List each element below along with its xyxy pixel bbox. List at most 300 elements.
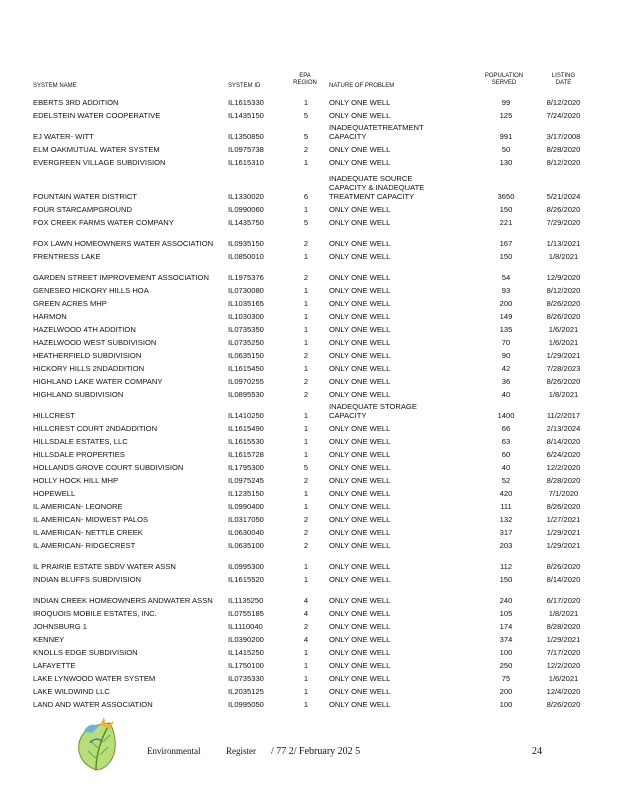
listing-date-cell: 3/17/2008: [546, 132, 581, 141]
system-name-cell: FOUR STARCAMPGROUND: [33, 205, 133, 214]
system-id-cell: IL0317050: [228, 515, 264, 524]
population-served-cell: 317: [499, 528, 513, 537]
population-served-cell: 40: [501, 390, 511, 399]
nature-of-problem-cell: ONLY ONE WELL: [329, 489, 391, 498]
system-id-cell: IL1435150: [228, 111, 264, 120]
epa-region-cell: 1: [303, 252, 309, 261]
system-id-cell: IL0735250: [228, 338, 264, 347]
system-id-cell: IL1350850: [228, 132, 264, 141]
nature-of-problem-cell: ONLY ONE WELL: [329, 145, 391, 154]
population-served-cell: 240: [499, 596, 513, 605]
footer-publication: Environmental: [147, 746, 201, 756]
table-row: [0, 618, 618, 631]
system-name-cell: KNOLLS EDGE SUBDIVISION: [33, 648, 138, 657]
system-id-cell: IL0975738: [228, 145, 264, 154]
listing-date-cell: 1/29/2021: [546, 528, 581, 537]
system-id-cell: IL0935150: [228, 239, 264, 248]
table-row: [0, 511, 618, 524]
nature-of-problem-cell: ONLY ONE WELL: [329, 338, 391, 347]
epa-region-cell: 2: [303, 351, 309, 360]
population-served-cell: 130: [499, 158, 513, 167]
system-name-cell: HAZELWOOD WEST SUBDIVISION: [33, 338, 157, 347]
nature-of-problem-cell: ONLY ONE WELL: [329, 424, 391, 433]
population-served-cell: 40: [501, 463, 511, 472]
epa-region-cell: 1: [303, 450, 309, 459]
table-row: [0, 399, 618, 420]
table-row: [0, 446, 618, 459]
table-row: [0, 657, 618, 670]
system-id-cell: IL1415250: [228, 648, 264, 657]
nature-of-problem-cell: ONLY ONE WELL: [329, 622, 391, 631]
epa-region-cell: 2: [303, 273, 309, 282]
system-id-cell: IL0850010: [228, 252, 264, 261]
nature-of-problem-cell: INADEQUATE SOURCE CAPACITY & INADEQUATE TREATMENT CAPACITY: [329, 174, 425, 201]
system-id-cell: IL1135250: [228, 596, 264, 605]
table-row: [0, 167, 618, 201]
population-served-cell: 50: [501, 145, 511, 154]
population-served-cell: 991: [499, 132, 513, 141]
system-name-cell: FOUNTAIN WATER DISTRICT: [33, 192, 138, 201]
table-row: [0, 141, 618, 154]
population-served-cell: 100: [499, 648, 513, 657]
table-row: [0, 308, 618, 321]
population-served-cell: 167: [499, 239, 513, 248]
system-id-cell: IL1750100: [228, 661, 264, 670]
epa-region-cell: 1: [303, 648, 309, 657]
system-name-cell: LAFAYETTE: [33, 661, 76, 670]
system-name-cell: IROQUOIS MOBILE ESTATES, INC.: [33, 609, 157, 618]
table-row: [0, 334, 618, 347]
population-served-cell: 174: [499, 622, 513, 631]
system-id-cell: IL0895530: [228, 390, 264, 399]
system-name-cell: IL PRAIRIE ESTATE SBDV WATER ASSN: [33, 562, 176, 571]
epa-region-cell: 1: [303, 205, 309, 214]
system-id-cell: IL1795300: [228, 463, 264, 472]
system-name-cell: FOX CREEK FARMS WATER COMPANY: [33, 218, 174, 227]
listing-date-cell: 8/28/2020: [546, 622, 581, 631]
nature-of-problem-cell: ONLY ONE WELL: [329, 700, 391, 709]
nature-of-problem-cell: ONLY ONE WELL: [329, 252, 391, 261]
system-name-cell: GARDEN STREET IMPROVEMENT ASSOCIATION: [33, 273, 209, 282]
nature-of-problem-cell: ONLY ONE WELL: [329, 286, 391, 295]
nature-of-problem-cell: ONLY ONE WELL: [329, 635, 391, 644]
table-row: [0, 360, 618, 373]
system-id-cell: IL1975376: [228, 273, 264, 282]
listing-date-cell: 7/1/2020: [548, 489, 579, 498]
nature-of-problem-cell: ONLY ONE WELL: [329, 528, 391, 537]
table-row: [0, 571, 618, 584]
population-served-cell: 221: [499, 218, 513, 227]
system-name-cell: HIGHLAND LAKE WATER COMPANY: [33, 377, 163, 386]
population-served-cell: 1400: [497, 411, 515, 420]
epa-region-cell: 1: [303, 299, 309, 308]
header-system-name: SYSTEM NAME: [33, 83, 77, 89]
footer-page-number: 24: [532, 746, 542, 757]
footer-volume-date: / 77 2/ February 202 5: [271, 746, 361, 757]
system-id-cell: IL0390200: [228, 635, 264, 644]
environmental-register-logo: [70, 715, 126, 773]
listing-date-cell: 1/6/2021: [548, 338, 579, 347]
system-name-cell: HOPEWELL: [33, 489, 76, 498]
system-name-cell: EVERGREEN VILLAGE SUBDIVISION: [33, 158, 166, 167]
system-id-cell: IL1615310: [228, 158, 264, 167]
listing-date-cell: 8/14/2020: [546, 437, 581, 446]
table-row: [0, 282, 618, 295]
table-row: [0, 485, 618, 498]
epa-region-cell: 1: [303, 312, 309, 321]
system-name-cell: HILLSDALE ESTATES, LLC: [33, 437, 128, 446]
nature-of-problem-cell: ONLY ONE WELL: [329, 596, 391, 605]
population-served-cell: 203: [499, 541, 513, 550]
listing-date-cell: 8/26/2020: [546, 377, 581, 386]
nature-of-problem-cell: ONLY ONE WELL: [329, 476, 391, 485]
epa-region-cell: 1: [303, 424, 309, 433]
epa-region-cell: 6: [303, 192, 309, 201]
population-served-cell: 3650: [497, 192, 515, 201]
nature-of-problem-cell: ONLY ONE WELL: [329, 158, 391, 167]
nature-of-problem-cell: ONLY ONE WELL: [329, 502, 391, 511]
population-served-cell: 105: [499, 609, 513, 618]
table-row: [0, 261, 618, 282]
system-id-cell: IL0970255: [228, 377, 264, 386]
population-served-cell: 420: [499, 489, 513, 498]
listing-date-cell: 8/26/2020: [546, 502, 581, 511]
system-id-cell: IL0975245: [228, 476, 264, 485]
population-served-cell: 150: [499, 252, 513, 261]
table-row: [0, 107, 618, 120]
header-epa-region: EPA REGION: [293, 73, 317, 86]
population-served-cell: 125: [499, 111, 513, 120]
epa-region-cell: 1: [303, 411, 309, 420]
nature-of-problem-cell: ONLY ONE WELL: [329, 687, 391, 696]
epa-region-cell: 4: [303, 596, 309, 605]
listing-date-cell: 1/6/2021: [548, 325, 579, 334]
nature-of-problem-cell: ONLY ONE WELL: [329, 98, 391, 107]
system-name-cell: LAND AND WATER ASSOCIATION: [33, 700, 153, 709]
system-name-cell: HEATHERFIELD SUBDIVISION: [33, 351, 142, 360]
table-row: [0, 94, 618, 107]
population-served-cell: 70: [501, 338, 511, 347]
listing-date-cell: 12/2/2020: [546, 463, 581, 472]
table-row: [0, 433, 618, 446]
epa-region-cell: 5: [303, 111, 309, 120]
header-nature-of-problem: NATURE OF PROBLEM: [329, 83, 395, 89]
system-id-cell: IL1615330: [228, 98, 264, 107]
listing-date-cell: 1/29/2021: [546, 541, 581, 550]
population-served-cell: 63: [501, 437, 511, 446]
epa-region-cell: 4: [303, 635, 309, 644]
system-name-cell: KENNEY: [33, 635, 65, 644]
system-id-cell: IL0630040: [228, 528, 264, 537]
nature-of-problem-cell: ONLY ONE WELL: [329, 648, 391, 657]
system-id-cell: IL1615530: [228, 437, 264, 446]
nature-of-problem-cell: ONLY ONE WELL: [329, 562, 391, 571]
listing-date-cell: 8/12/2020: [546, 286, 581, 295]
table-row: [0, 670, 618, 683]
epa-region-cell: 5: [303, 218, 309, 227]
listing-date-cell: 6/17/2020: [546, 596, 581, 605]
nature-of-problem-cell: ONLY ONE WELL: [329, 541, 391, 550]
system-name-cell: INDIAN CREEK HOMEOWNERS ANDWATER ASSN: [33, 596, 213, 605]
nature-of-problem-cell: ONLY ONE WELL: [329, 312, 391, 321]
table-row: [0, 537, 618, 550]
system-name-cell: IL AMERICAN- LEONORE: [33, 502, 123, 511]
table-row: [0, 631, 618, 644]
system-name-cell: FOX LAWN HOMEOWNERS WATER ASSOCIATION: [33, 239, 214, 248]
table-row: [0, 120, 618, 141]
population-served-cell: 60: [501, 450, 511, 459]
epa-region-cell: 2: [303, 515, 309, 524]
system-id-cell: IL0755185: [228, 609, 264, 618]
epa-region-cell: 1: [303, 364, 309, 373]
nature-of-problem-cell: INADEQUATE STORAGE CAPACITY: [329, 402, 417, 420]
listing-date-cell: 1/13/2021: [546, 239, 581, 248]
epa-region-cell: 1: [303, 325, 309, 334]
listing-date-cell: 1/6/2021: [548, 674, 579, 683]
system-id-cell: IL1410250: [228, 411, 264, 420]
population-served-cell: 200: [499, 299, 513, 308]
listing-date-cell: 8/14/2020: [546, 575, 581, 584]
population-served-cell: 36: [501, 377, 511, 386]
nature-of-problem-cell: ONLY ONE WELL: [329, 437, 391, 446]
population-served-cell: 90: [501, 351, 511, 360]
epa-region-cell: 2: [303, 622, 309, 631]
epa-region-cell: 2: [303, 377, 309, 386]
water-system-table: [0, 94, 618, 709]
epa-region-cell: 2: [303, 528, 309, 537]
system-name-cell: HARMON: [33, 312, 67, 321]
system-id-cell: IL1615490: [228, 424, 264, 433]
listing-date-cell: 8/26/2020: [546, 299, 581, 308]
epa-region-cell: 1: [303, 98, 309, 107]
system-id-cell: IL1030300: [228, 312, 264, 321]
nature-of-problem-cell: ONLY ONE WELL: [329, 364, 391, 373]
listing-date-cell: 7/24/2020: [546, 111, 581, 120]
epa-region-cell: 1: [303, 661, 309, 670]
epa-region-cell: 5: [303, 463, 309, 472]
system-id-cell: IL1435750: [228, 218, 264, 227]
table-row: [0, 498, 618, 511]
epa-region-cell: 2: [303, 145, 309, 154]
epa-region-cell: 1: [303, 158, 309, 167]
system-name-cell: HILLCREST COURT 2NDADDITION: [33, 424, 158, 433]
listing-date-cell: 11/2/2017: [546, 411, 581, 420]
system-id-cell: IL2035125: [228, 687, 264, 696]
nature-of-problem-cell: ONLY ONE WELL: [329, 273, 391, 282]
table-row: [0, 683, 618, 696]
epa-region-cell: 1: [303, 575, 309, 584]
nature-of-problem-cell: ONLY ONE WELL: [329, 575, 391, 584]
epa-region-cell: 1: [303, 687, 309, 696]
listing-date-cell: 8/28/2020: [546, 476, 581, 485]
listing-date-cell: 1/8/2021: [548, 390, 579, 399]
table-row: [0, 227, 618, 248]
system-id-cell: IL0635150: [228, 351, 264, 360]
table-row: [0, 386, 618, 399]
epa-region-cell: 2: [303, 476, 309, 485]
epa-region-cell: 1: [303, 674, 309, 683]
listing-date-cell: 8/26/2020: [546, 312, 581, 321]
system-id-cell: IL1035165: [228, 299, 264, 308]
population-served-cell: 135: [499, 325, 513, 334]
nature-of-problem-cell: ONLY ONE WELL: [329, 218, 391, 227]
nature-of-problem-cell: INADEQUATETREATMENT CAPACITY: [329, 123, 424, 141]
system-id-cell: IL1615520: [228, 575, 264, 584]
system-id-cell: IL0735350: [228, 325, 264, 334]
listing-date-cell: 8/28/2020: [546, 145, 581, 154]
nature-of-problem-cell: ONLY ONE WELL: [329, 463, 391, 472]
listing-date-cell: 8/26/2020: [546, 205, 581, 214]
population-served-cell: 100: [499, 700, 513, 709]
epa-region-cell: 2: [303, 541, 309, 550]
epa-region-cell: 4: [303, 609, 309, 618]
table-row: [0, 420, 618, 433]
listing-date-cell: 7/29/2020: [546, 218, 581, 227]
epa-region-cell: 2: [303, 390, 309, 399]
listing-date-cell: 12/4/2020: [546, 687, 581, 696]
system-name-cell: ELM OAKMUTUAL WATER SYSTEM: [33, 145, 160, 154]
nature-of-problem-cell: ONLY ONE WELL: [329, 299, 391, 308]
nature-of-problem-cell: ONLY ONE WELL: [329, 674, 391, 683]
system-id-cell: IL0990060: [228, 205, 264, 214]
population-served-cell: 200: [499, 687, 513, 696]
population-served-cell: 54: [501, 273, 511, 282]
system-id-cell: IL0635100: [228, 541, 264, 550]
listing-date-cell: 12/9/2020: [546, 273, 581, 282]
population-served-cell: 75: [501, 674, 511, 683]
system-name-cell: IL AMERICAN- NETTLE CREEK: [33, 528, 143, 537]
system-name-cell: IL AMERICAN- RIDGECREST: [33, 541, 136, 550]
epa-region-cell: 2: [303, 239, 309, 248]
listing-date-cell: 2/13/2024: [546, 424, 581, 433]
population-served-cell: 150: [499, 205, 513, 214]
system-id-cell: IL1110040: [228, 622, 263, 631]
population-served-cell: 149: [499, 312, 513, 321]
table-row: [0, 214, 618, 227]
table-row: [0, 321, 618, 334]
listing-date-cell: 8/12/2020: [546, 158, 581, 167]
table-row: [0, 605, 618, 618]
nature-of-problem-cell: ONLY ONE WELL: [329, 515, 391, 524]
system-name-cell: HOLLANDS GROVE COURT SUBDIVISION: [33, 463, 184, 472]
table-row: [0, 584, 618, 605]
epa-region-cell: 5: [303, 132, 309, 141]
header-system-id: SYSTEM ID: [228, 83, 261, 89]
population-served-cell: 99: [501, 98, 511, 107]
system-id-cell: IL0995300: [228, 562, 264, 571]
epa-region-cell: 1: [303, 502, 309, 511]
system-name-cell: HIGHLAND SUBDIVISION: [33, 390, 124, 399]
header-listing-date: LISTING DATE: [551, 73, 576, 86]
population-served-cell: 93: [501, 286, 511, 295]
system-name-cell: EDELSTEIN WATER COOPERATIVE: [33, 111, 161, 120]
listing-date-cell: 7/17/2020: [546, 648, 581, 657]
system-name-cell: HILLCREST: [33, 411, 75, 420]
footer-register: Register: [226, 746, 256, 756]
table-row: [0, 459, 618, 472]
nature-of-problem-cell: ONLY ONE WELL: [329, 351, 391, 360]
table-row: [0, 696, 618, 709]
epa-region-cell: 1: [303, 338, 309, 347]
epa-region-cell: 1: [303, 286, 309, 295]
population-served-cell: 374: [499, 635, 513, 644]
population-served-cell: 111: [500, 502, 512, 511]
table-row: [0, 295, 618, 308]
population-served-cell: 66: [501, 424, 511, 433]
system-name-cell: EBERTS 3RD ADDITION: [33, 98, 119, 107]
listing-date-cell: 12/2/2020: [546, 661, 581, 670]
system-id-cell: IL1330020: [228, 192, 264, 201]
nature-of-problem-cell: ONLY ONE WELL: [329, 239, 391, 248]
listing-date-cell: 6/24/2020: [546, 450, 581, 459]
system-name-cell: HAZELWOOD 4TH ADDITION: [33, 325, 136, 334]
table-row: [0, 248, 618, 261]
system-id-cell: IL0990400: [228, 502, 264, 511]
system-name-cell: HICKORY HILLS 2NDADDITION: [33, 364, 145, 373]
nature-of-problem-cell: ONLY ONE WELL: [329, 377, 391, 386]
listing-date-cell: 1/27/2021: [546, 515, 581, 524]
system-name-cell: LAKE LYNWOOD WATER SYSTEM: [33, 674, 156, 683]
table-row: [0, 644, 618, 657]
population-served-cell: 112: [499, 562, 513, 571]
listing-date-cell: 8/26/2020: [546, 562, 581, 571]
system-id-cell: IL0995050: [228, 700, 264, 709]
listing-date-cell: 1/8/2021: [548, 252, 579, 261]
listing-date-cell: 1/29/2021: [546, 351, 581, 360]
system-name-cell: LAKE WILDWIND LLC: [33, 687, 110, 696]
nature-of-problem-cell: ONLY ONE WELL: [329, 609, 391, 618]
system-name-cell: GENESEO HICKORY HILLS HOA: [33, 286, 149, 295]
table-row: [0, 201, 618, 214]
system-id-cell: IL1615728: [228, 450, 264, 459]
nature-of-problem-cell: ONLY ONE WELL: [329, 390, 391, 399]
epa-region-cell: 1: [303, 562, 309, 571]
nature-of-problem-cell: ONLY ONE WELL: [329, 450, 391, 459]
table-row: [0, 373, 618, 386]
system-name-cell: JOHNSBURG 1: [33, 622, 88, 631]
epa-region-cell: 1: [303, 437, 309, 446]
header-population-served: POPULATION SERVED: [484, 73, 524, 86]
listing-date-cell: 1/29/2021: [546, 635, 581, 644]
system-id-cell: IL1235150: [228, 489, 264, 498]
table-row: [0, 550, 618, 571]
table-row: [0, 154, 618, 167]
table-row: [0, 472, 618, 485]
epa-region-cell: 1: [303, 489, 309, 498]
system-name-cell: IL AMERICAN- MIDWEST PALOS: [33, 515, 149, 524]
nature-of-problem-cell: ONLY ONE WELL: [329, 205, 391, 214]
nature-of-problem-cell: ONLY ONE WELL: [329, 111, 391, 120]
system-id-cell: IL1615450: [228, 364, 264, 373]
system-id-cell: IL0735330: [228, 674, 264, 683]
listing-date-cell: 1/8/2021: [548, 609, 579, 618]
system-name-cell: INDIAN BLUFFS SUBDIVISION: [33, 575, 142, 584]
listing-date-cell: 8/26/2020: [546, 700, 581, 709]
listing-date-cell: 5/21/2024: [546, 192, 581, 201]
population-served-cell: 150: [499, 575, 513, 584]
population-served-cell: 42: [501, 364, 511, 373]
system-name-cell: GREEN ACRES MHP: [33, 299, 107, 308]
system-name-cell: FRENTRESS LAKE: [33, 252, 101, 261]
nature-of-problem-cell: ONLY ONE WELL: [329, 325, 391, 334]
population-served-cell: 132: [499, 515, 513, 524]
system-name-cell: HILLSDALE PROPERTIES: [33, 450, 125, 459]
system-name-cell: EJ WATER- WITT: [33, 132, 94, 141]
table-row: [0, 524, 618, 537]
table-row: [0, 347, 618, 360]
population-served-cell: 52: [501, 476, 511, 485]
system-id-cell: IL0730080: [228, 286, 264, 295]
